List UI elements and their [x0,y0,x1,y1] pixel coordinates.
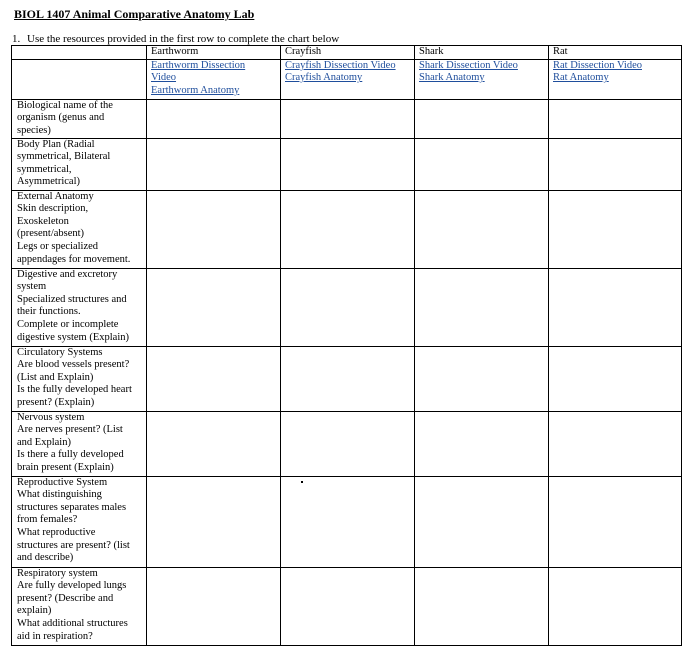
answer-cell[interactable] [415,411,549,476]
row-label-respiratory-system: Respiratory system Are fully developed lungs present? (Describe and explain) What additional structures aid in respiration? [12,567,147,645]
crayfish-dissection-video-link[interactable]: Crayfish Dissection Video [285,59,396,71]
answer-cell[interactable] [549,567,682,645]
answer-cell[interactable] [147,567,281,645]
answer-cell[interactable] [549,476,682,567]
row-label-nervous-system: Nervous system Are nerves present? (List and Explain) Is there a fully developed brain present (Explain) [12,411,147,476]
answer-cell[interactable] [147,99,281,138]
answer-cell[interactable] [281,190,415,268]
earthworm-anatomy-link[interactable]: Earthworm Anatomy [151,84,240,96]
row-label-circulatory-system: Circulatory Systems Are blood vessels present? (List and Explain) Is the fully developed heart present? (Explain) [12,346,147,411]
row-label-external-anatomy: External Anatomy Skin description, Exoskeleton (present/absent) Legs or specialized appendages for movement. [12,190,147,268]
comparison-chart [11,45,682,646]
answer-cell[interactable] [549,411,682,476]
answer-cell[interactable] [415,268,549,346]
shark-dissection-video-link[interactable]: Shark Dissection Video [419,59,518,71]
row-label-biological-name: Biological name of the organism (genus and species) [12,99,147,138]
answer-cell[interactable] [415,567,549,645]
answer-cell[interactable] [415,99,549,138]
answer-cell[interactable] [147,190,281,268]
rat-anatomy-link[interactable]: Rat Anatomy [553,72,609,84]
resources-earthworm [147,59,281,99]
answer-cell[interactable] [415,138,549,190]
animal-header-row [12,46,682,60]
header-crayfish: Crayfish [281,46,415,60]
answer-cell[interactable] [415,476,549,567]
answer-cell[interactable] [281,476,415,567]
answer-cell[interactable] [281,138,415,190]
header-corner [12,46,147,60]
answer-cell[interactable] [147,138,281,190]
answer-cell[interactable] [281,346,415,411]
answer-cell[interactable] [415,190,549,268]
table-row [12,346,682,411]
header-earthworm: Earthworm [147,46,281,60]
page-title: BIOL 1407 Animal Comparative Anatomy Lab [14,7,255,21]
answer-cell[interactable] [549,268,682,346]
instruction [12,33,339,45]
row-label-digestive-system: Digestive and excretory system Specialized structures and their functions. Complete or incomplete digestive system (Explain) [12,268,147,346]
row-label-body-plan: Body Plan (Radial symmetrical, Bilateral symmetrical, Asymmetrical) [12,138,147,190]
crayfish-anatomy-link[interactable]: Crayfish Anatomy [285,72,363,84]
shark-anatomy-link[interactable]: Shark Anatomy [419,72,485,84]
resource-corner [12,59,147,99]
resources-shark [415,59,549,99]
table-row [12,411,682,476]
answer-cell[interactable] [147,346,281,411]
answer-cell[interactable] [281,268,415,346]
answer-cell[interactable] [147,268,281,346]
answer-cell[interactable] [147,476,281,567]
answer-cell[interactable] [281,411,415,476]
rat-dissection-video-link[interactable]: Rat Dissection Video [553,59,642,71]
answer-cell[interactable] [415,346,549,411]
answer-cell[interactable] [281,567,415,645]
table-row [12,268,682,346]
answer-cell[interactable] [549,99,682,138]
answer-cell[interactable] [549,138,682,190]
resources-crayfish [281,59,415,99]
answer-cell[interactable] [549,190,682,268]
instruction-number: 1. [12,33,21,45]
resources-rat [549,59,682,99]
answer-cell[interactable] [281,99,415,138]
instruction-text: Use the resources provided in the first row to complete the chart below [27,33,340,45]
earthworm-dissection-link[interactable]: Earthworm Dissection [151,59,246,71]
resource-row [12,59,682,99]
table-row [12,138,682,190]
table-row [12,99,682,138]
answer-cell[interactable] [147,411,281,476]
table-row [12,190,682,268]
header-rat: Rat [549,46,682,60]
table-row [12,476,682,567]
row-label-reproductive-system: Reproductive System What distinguishing structures separates males from females? What reproductive structures are present? (list and describe) [12,476,147,567]
answer-cell[interactable] [549,346,682,411]
stray-dot [301,481,303,483]
header-shark: Shark [415,46,549,60]
table-row [12,567,682,645]
earthworm-video-link[interactable]: Video [151,72,177,84]
